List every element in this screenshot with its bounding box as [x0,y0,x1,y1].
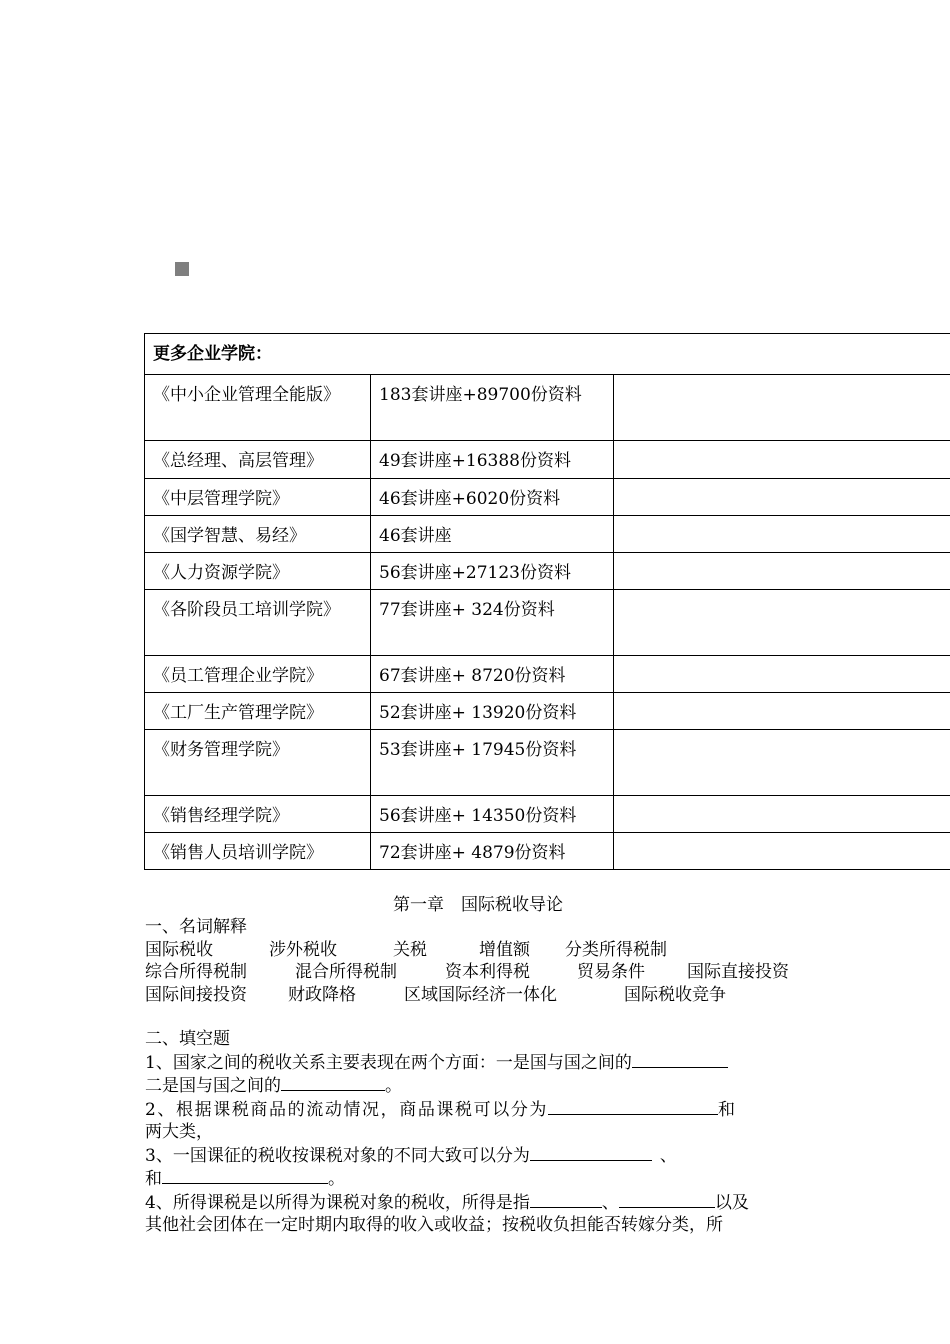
academy-extra [614,730,950,796]
table-row [145,441,950,479]
academy-extra [614,553,950,590]
question-text: 和 [145,1169,162,1189]
term: 国际直接投资 [687,962,789,982]
table-row [145,693,950,730]
answer-blank[interactable] [530,1191,602,1208]
term: 涉外税收 [269,939,337,960]
square-bullet-icon [175,262,189,276]
question-text: 。 [385,1076,402,1096]
academy-name: 《财务管理学院》 [145,730,371,796]
academy-extra [614,375,950,441]
question-text: 、 [601,1192,619,1213]
academy-content: 77套讲座+ 324份资料 [371,590,614,656]
section-heading: 一、名词解释 [145,917,247,937]
academy-content: 72套讲座+ 4879份资料 [371,833,614,870]
terms-row [145,984,810,1007]
exercise-body [145,916,810,1237]
academy-table [144,333,950,870]
academy-content: 183套讲座+89700份资料 [371,375,614,441]
academy-name: 《中小企业管理全能版》 [145,375,371,441]
term: 增值额 [479,939,530,960]
answer-blank[interactable] [162,1167,328,1184]
question-2-cont: 两大类， [145,1122,213,1142]
academy-name: 《国学智慧、易经》 [145,516,371,553]
academy-extra [614,693,950,730]
academy-name: 《各阶段员工培训学院》 [145,590,371,656]
question-3 [145,1144,810,1168]
table-row [145,656,950,693]
question-2 [145,1098,810,1122]
terms-row [145,939,810,962]
question-text: 。 [328,1169,345,1189]
academy-extra [614,590,950,656]
question-3-cont [145,1167,810,1191]
question-text: 二是国与国之间的 [145,1076,281,1096]
question-4 [145,1191,810,1215]
academy-name: 《工厂生产管理学院》 [145,693,371,730]
term: 国际税收竞争 [624,984,726,1005]
question-4-cont: 其他社会团体在一定时期内取得的收入或收益；按税收负担能否转嫁分类，所 [145,1215,723,1235]
question-text: 以及 [714,1192,749,1213]
table-header: 更多企业学院： [145,334,950,375]
term: 国际税收 [145,939,213,960]
academy-extra [614,656,950,693]
table-row [145,833,950,870]
academy-name: 《销售人员培训学院》 [145,833,371,870]
academy-name: 《总经理、高层管理》 [145,441,371,479]
academy-name: 《销售经理学院》 [145,796,371,833]
table-row [145,730,950,796]
question-1 [145,1051,810,1075]
academy-content: 56套讲座+27123份资料 [371,553,614,590]
answer-blank[interactable] [632,1051,728,1068]
question-text: 、 [659,1145,677,1166]
term: 区域国际经济一体化 [404,984,557,1005]
academy-extra [614,516,950,553]
question-text: 4、所得课税是以所得为课税对象的税收，所得是指 [145,1192,530,1213]
academy-extra [614,479,950,516]
chapter-title: 第一章 国际税收导论 [393,895,563,915]
table-row [145,553,950,590]
academy-content: 53套讲座+ 17945份资料 [371,730,614,796]
table-row [145,375,950,441]
table-row [145,479,950,516]
question-text: 3、一国课征的税收按课税对象的不同大致可以分为 [145,1145,530,1166]
term: 资本利得税 [445,962,530,982]
academy-name: 《人力资源学院》 [145,553,371,590]
terms-row [145,961,810,984]
table-row [145,516,950,553]
academy-name: 《员工管理企业学院》 [145,656,371,693]
term: 贸易条件 [577,962,645,982]
academy-name: 《中层管理学院》 [145,479,371,516]
table-header-row [145,334,950,375]
table-row [145,796,950,833]
question-1-cont [145,1074,810,1098]
academy-content: 46套讲座+6020份资料 [371,479,614,516]
academy-content: 46套讲座 [371,516,614,553]
answer-blank[interactable] [281,1074,385,1091]
table-row [145,590,950,656]
term: 综合所得税制 [145,962,247,982]
question-text: 和 [718,1099,737,1120]
question-text: 1、国家之间的税收关系主要表现在两个方面：一是国与国之间的 [145,1052,632,1073]
academy-extra [614,796,950,833]
section-heading: 二、填空题 [145,1029,230,1049]
term: 财政降格 [288,984,356,1005]
academy-extra [614,441,950,479]
academy-content: 67套讲座+ 8720份资料 [371,656,614,693]
term: 关税 [393,939,427,960]
term: 分类所得税制 [565,939,667,960]
answer-blank[interactable] [548,1098,718,1115]
question-text: 2、根据课税商品的流动情况，商品课税可以分为 [145,1099,549,1120]
answer-blank[interactable] [619,1191,715,1208]
academy-extra [614,833,950,870]
academy-content: 56套讲座+ 14350份资料 [371,796,614,833]
term: 国际间接投资 [145,984,247,1005]
term: 混合所得税制 [295,962,397,982]
academy-content: 52套讲座+ 13920份资料 [371,693,614,730]
answer-blank[interactable] [530,1144,652,1161]
academy-content: 49套讲座+16388份资料 [371,441,614,479]
